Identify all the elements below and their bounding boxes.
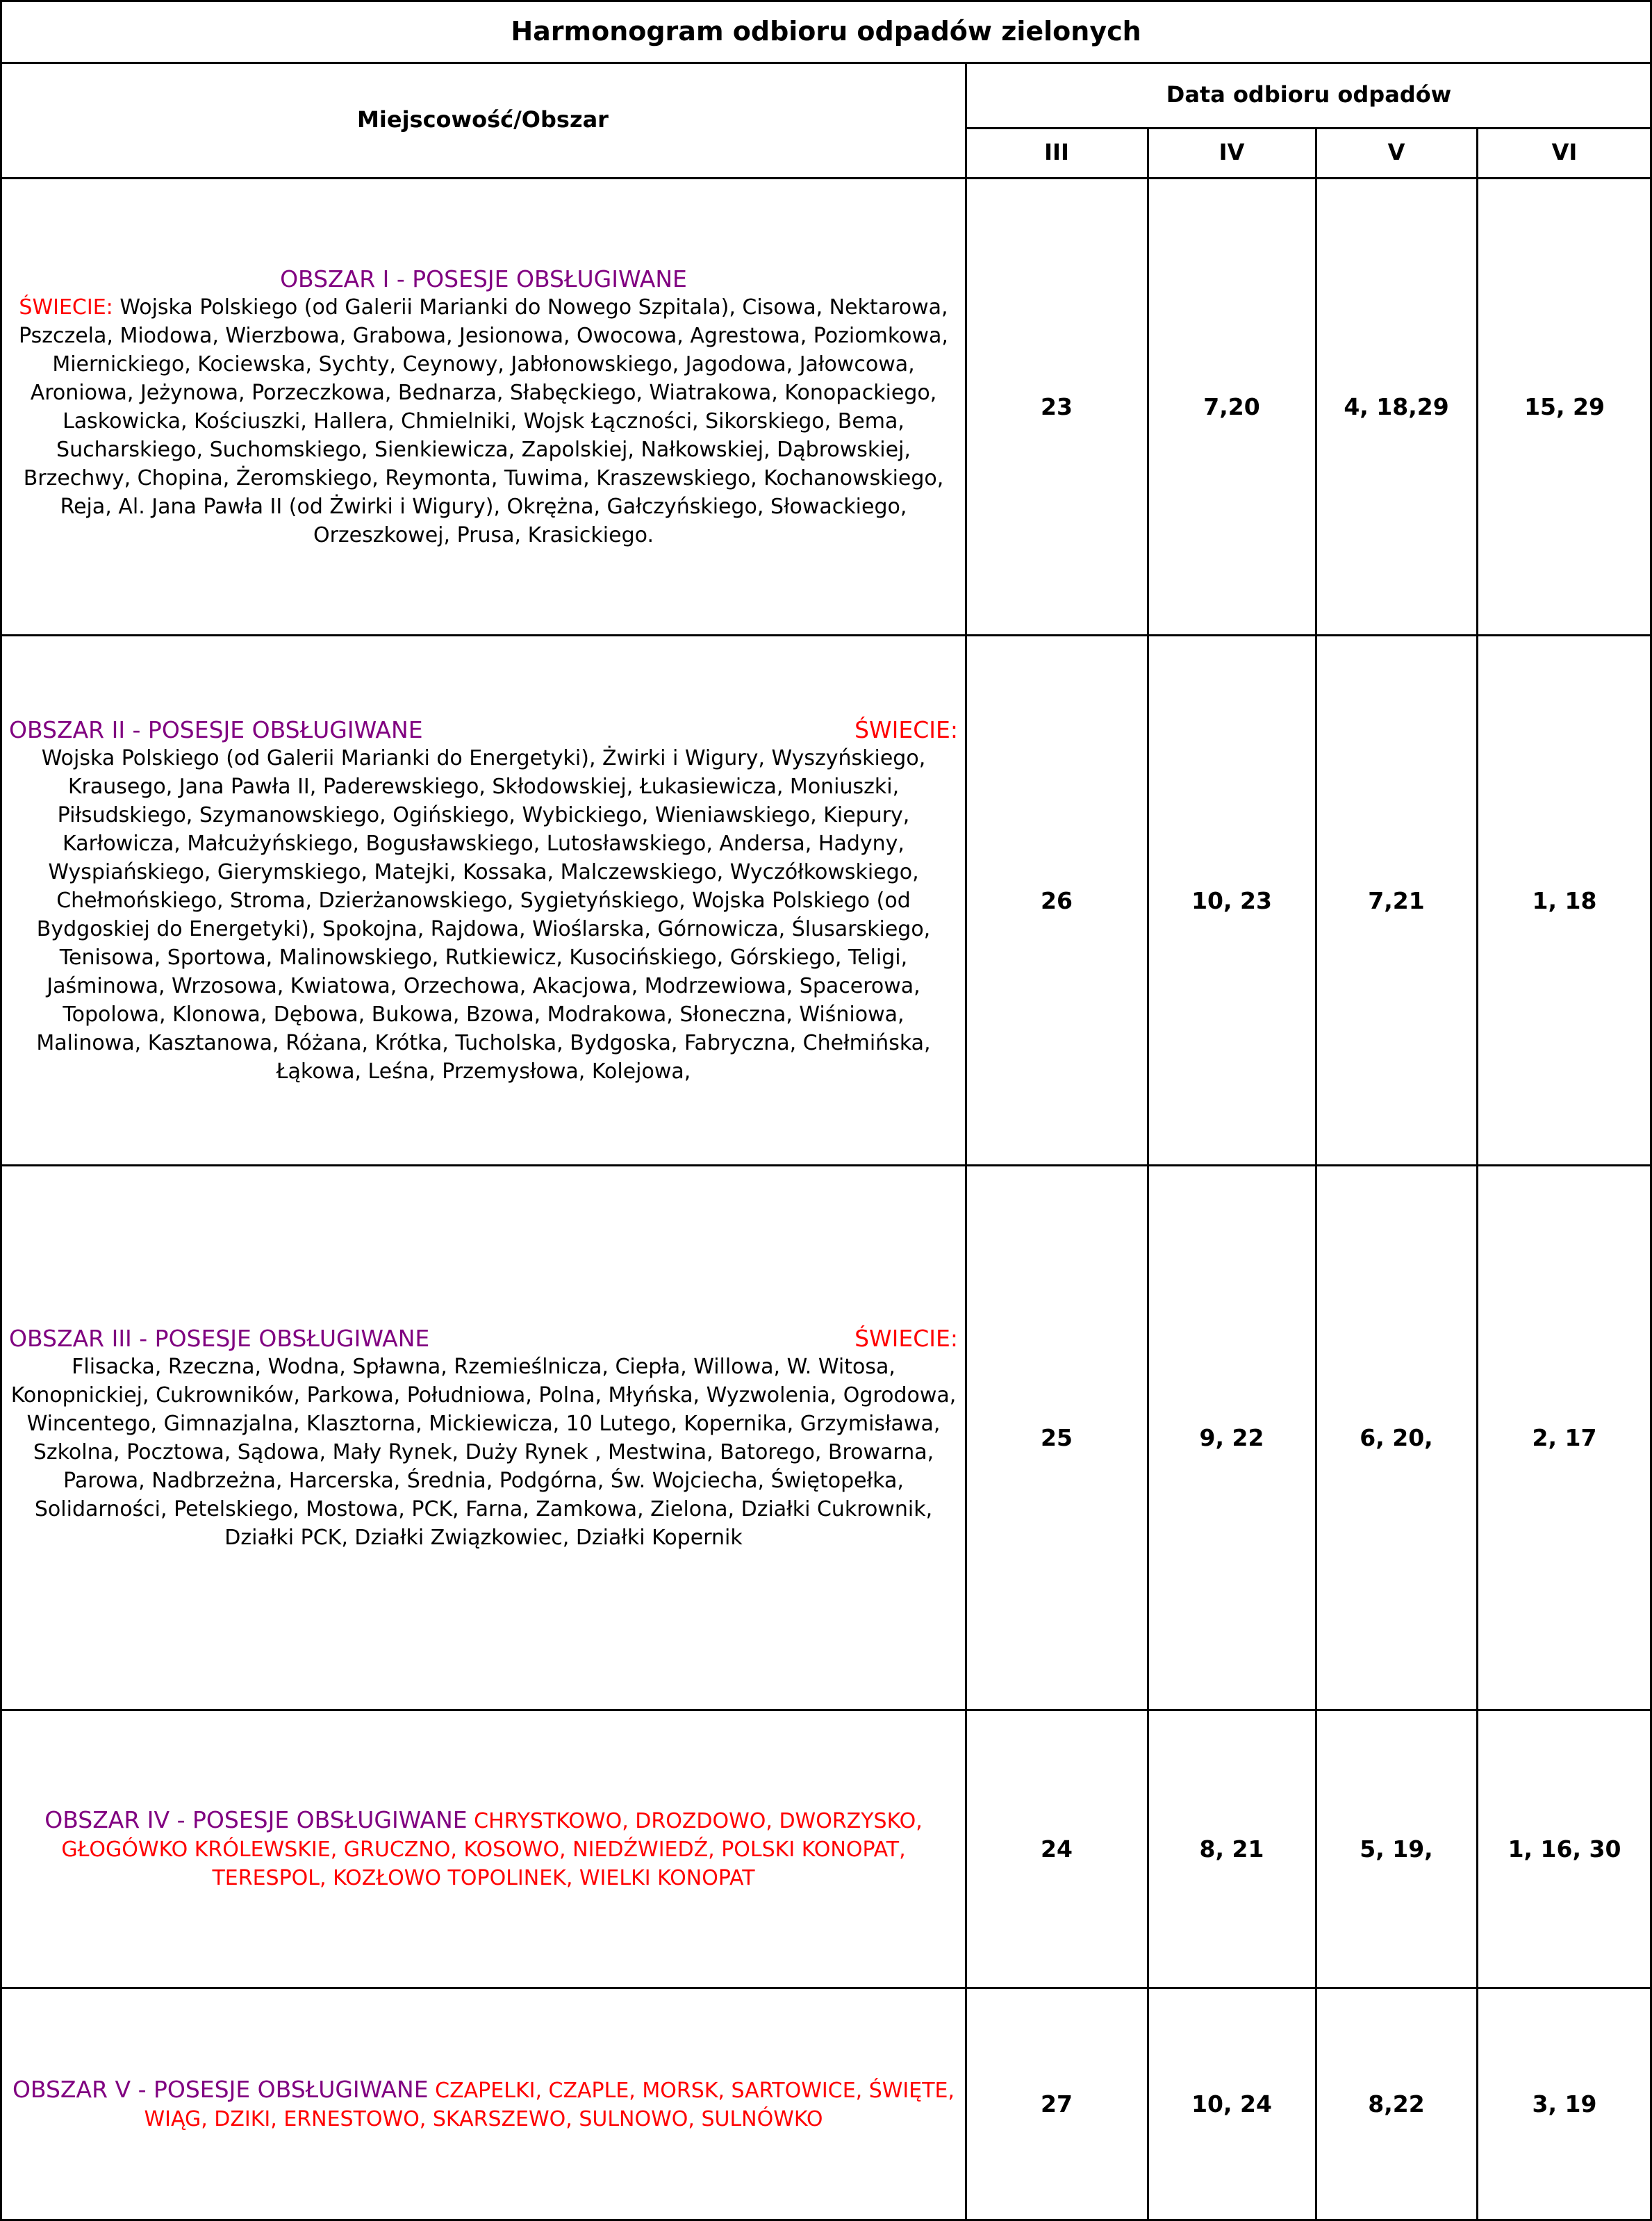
month-header-vi: VI xyxy=(1551,139,1578,165)
date-cell: 5, 19, xyxy=(1360,1835,1433,1863)
date-cell: 10, 23 xyxy=(1191,886,1272,914)
date-cell: 7,21 xyxy=(1368,886,1425,914)
table-row-area-2 xyxy=(2,636,965,1164)
table-row-area-5 xyxy=(2,1989,965,2219)
table-row-area-1 xyxy=(2,179,965,634)
village-list: CHRYSTKOWO, DROZDOWO, DWORZYSKO, GŁOGÓWKO KRÓLEWSKIE, GRUCZNO, KOSOWO, NIEDŹWIEDŹ, POLSKI KONOPAT, TERESPOL, KOZŁOWO TOPOLINEK, WIELKI KONOPAT xyxy=(61,1809,923,1890)
date-cell: 8,22 xyxy=(1368,2090,1425,2117)
date-group-header: Data odbioru odpadów xyxy=(1166,81,1452,108)
table-row-area-4 xyxy=(2,1711,965,1987)
date-cell: 24 xyxy=(1041,1835,1073,1863)
date-cell: 23 xyxy=(1041,393,1073,420)
area-heading: OBSZAR V - POSESJE OBSŁUGIWANE xyxy=(12,2075,429,2103)
date-cell: 1, 16, 30 xyxy=(1508,1835,1621,1863)
date-cell: 15, 29 xyxy=(1524,393,1605,420)
date-cell: 25 xyxy=(1041,1424,1073,1451)
street-list: Flisacka, Rzeczna, Wodna, Spławna, Rzemieślnicza, Ciepła, Willowa, W. Witosa, Konopnickiej, Cukrowników, Parkowa, Południowa, Polna, Młyńska, Wyzwolenia, Ogrodowa, Wincentego, Gimnazjalna, Klasztorna, Mickiewicza, 10 Lutego, Kopernika, Grzymisława, Szkolna, Pocztowa, Sądowa, Mały Rynek, Duży Rynek , Mestwina, Batorego, Browarna, Parowa, Nadbrzeżna, Harcerska, Średnia, Podgórna, Św. Wojciecha, Świętopełka, Solidarności, Petelskiego, Mostowa, PCK, Farna, Zamkowa, Zielona, Działki Cukrownik, Działki PCK, Działki Związkowiec, Działki Kopernik xyxy=(10,1354,957,1550)
street-list: Wojska Polskiego (od Galerii Marianki do Energetyki), Żwirki i Wigury, Wyszyńskiego, Krausego, Jana Pawła II, Paderewskiego, Skłodowskiej, Łukasiewicza, Moniuszki, Piłsudskiego, Szymanowskiego, Ogińskiego, Wybickiego, Wieniawskiego, Kiepury, Karłowicza, Małcużyńskiego, Bogusławskiego, Lutosławskiego, Andersa, Hadyny, Wyspiańskiego, Gierymskiego, Matejki, Kossaka, Malczewskiego, Wyczółkowskiego, Chełmońskiego, Stroma, Dzierżanowskiego, Sygietyńskiego, Wojska Polskiego (od Bydgoskiej do Energetyki), Spokojna, Rajdowa, Wioślarska, Górnowicza, Ślusarskiego, Tenisowa, Sportowa, Malinowskiego, Rutkiewicz, Kusocińskiego, Górskiego, Teligi, Jaśminowa, Wrzosowa, Kwiatowa, Orzechowa, Akacjowa, Modrzewiowa, Spacerowa, Topolowa, Klonowa, Dębowa, Bukowa, Bzowa, Modrakowa, Słoneczna, Wiśniowa, Malinowa, Kasztanowa, Różana, Krótka, Tucholska, Bydgoska, Fabryczna, Chełmińska, Łąkowa, Leśna, Przemysłowa, Kolejowa, xyxy=(36,745,931,1084)
date-cell: 2, 17 xyxy=(1532,1424,1597,1451)
date-cell: 8, 21 xyxy=(1199,1835,1264,1863)
date-cell: 7,20 xyxy=(1203,393,1260,420)
date-cell: 1, 18 xyxy=(1532,886,1597,914)
table-row-area-3 xyxy=(2,1166,965,1709)
month-header-iv: IV xyxy=(1219,139,1245,165)
date-cell: 9, 22 xyxy=(1199,1424,1264,1451)
date-cell: 6, 20, xyxy=(1360,1424,1433,1451)
month-header-v: V xyxy=(1387,139,1405,165)
date-cell: 27 xyxy=(1041,2090,1073,2117)
village-list: CZAPELKI, CZAPLE, MORSK, SARTOWICE, ŚWIĘTE, WIĄG, DZIKI, ERNESTOWO, SKARSZEWO, SULNOWO, SULNÓWKO xyxy=(144,2078,955,2131)
street-list: Wojska Polskiego (od Galerii Marianki do Nowego Szpitala), Cisowa, Nektarowa, Pszczela, Miodowa, Wierzbowa, Grabowa, Jesionowa, Owocowa, Agrestowa, Poziomkowa, Miernickiego, Kociewska, Sychty, Ceynowy, Jabłonowskiego, Jagodowa, Jałowcowa, Aroniowa, Jeżynowa, Porzeczkowa, Bednarza, Słabęckiego, Wiatrakowa, Konopackiego, Laskowicka, Kościuszki, Hallera, Chmielniki, Wojsk Łączności, Sikorskiego, Bema, Sucharskiego, Suchomskiego, Sienkiewicza, Zapolskiej, Nałkowskiej, Dąbrowskiej, Brzechwy, Chopina, Żeromskiego, Reymonta, Tuwima, Kraszewskiego, Kochanowskiego, Reja, Al. Jana Pawła II (od Żwirki i Wigury), Okrężna, Gałczyńskiego, Słowackiego, Orzeszkowej, Prusa, Krasickiego. xyxy=(19,295,948,547)
date-cell: 26 xyxy=(1041,886,1073,914)
page-title: Harmonogram odbioru odpadów zielonych xyxy=(511,15,1141,47)
area-heading: OBSZAR I - POSESJE OBSŁUGIWANE xyxy=(280,265,687,292)
date-cell: 10, 24 xyxy=(1191,2090,1272,2117)
area-heading: OBSZAR IV - POSESJE OBSŁUGIWANE xyxy=(44,1806,468,1833)
town-label: ŚWIECIE: xyxy=(854,1324,958,1352)
area-heading: OBSZAR II - POSESJE OBSŁUGIWANE xyxy=(9,716,423,743)
town-label: ŚWIECIE: xyxy=(19,295,113,320)
date-cell: 3, 19 xyxy=(1532,2090,1597,2117)
month-header-iii: III xyxy=(1044,139,1069,165)
area-column-header: Miejscowość/Obszar xyxy=(357,106,609,133)
town-label: ŚWIECIE: xyxy=(854,716,958,743)
date-cell: 4, 18,29 xyxy=(1344,393,1449,420)
area-heading: OBSZAR III - POSESJE OBSŁUGIWANE xyxy=(9,1324,430,1352)
